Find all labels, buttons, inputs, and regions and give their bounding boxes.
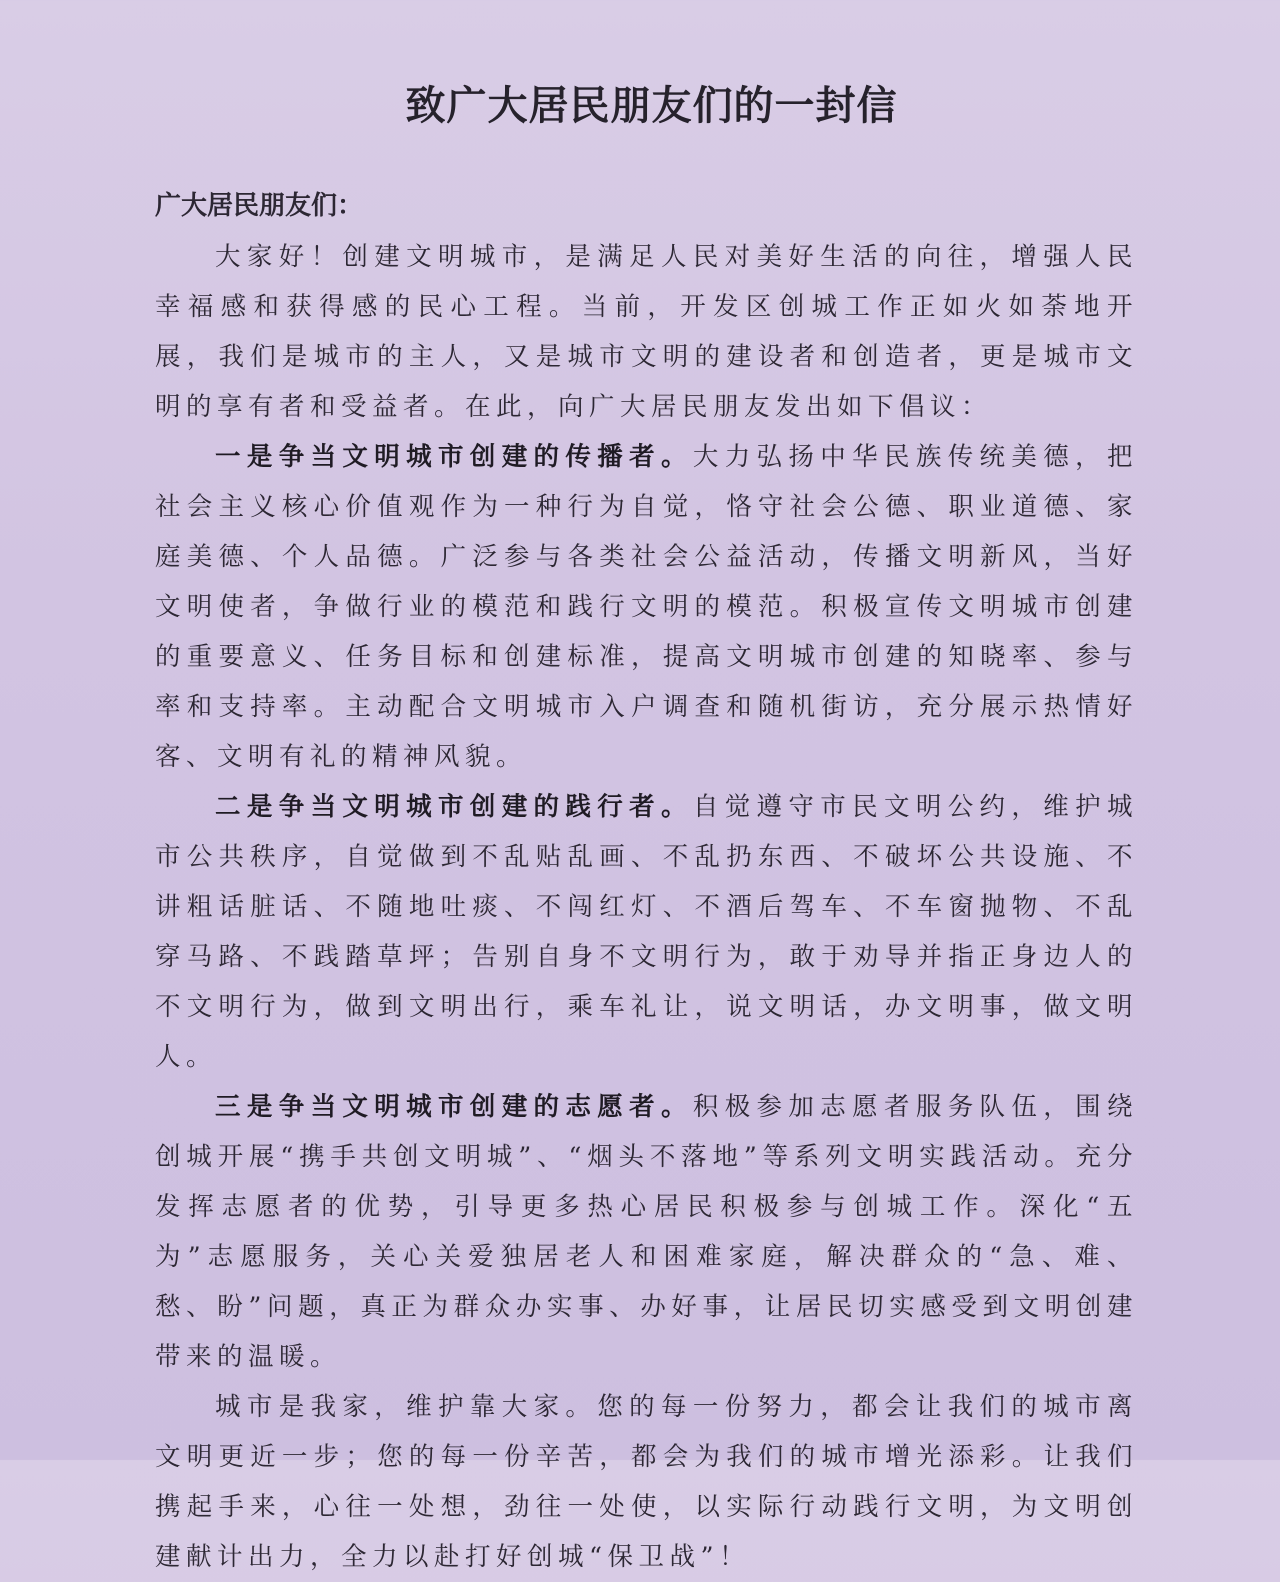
- paragraph-initiative-1: [155, 432, 1138, 782]
- initiative-3-heading: 三是争当文明城市创建的志愿者。: [215, 1092, 693, 1122]
- initiative-2-heading: 二是争当文明城市创建的践行者。: [215, 792, 693, 822]
- paragraph-intro: [155, 232, 1138, 432]
- paragraph-initiative-2: [155, 782, 1138, 1082]
- paragraph-intro-text: 大家好！创建文明城市，是满足人民对美好生活的向往，增强人民幸福感和获得感的民心工程。当前，开发区创城工作正如火如荼地开展，我们是城市的主人，又是城市文明的建设者和创造者，更是城市文明的享有者和受益者。在此，向广大居民朋友发出如下倡议：: [155, 242, 1138, 422]
- initiative-3-text: 积极参加志愿者服务队伍，围绕创城开展“携手共创文明城”、“烟头不落地”等系列文明实践活动。充分发挥志愿者的优势，引导更多热心居民积极参与创城工作。深化“五为”志愿服务，关心关爱独居老人和困难家庭，解决群众的“急、难、愁、盼”问题，真正为群众办实事、办好事，让居民切实感受到文明创建带来的温暖。: [155, 1092, 1138, 1372]
- paragraph-initiative-3: [155, 1082, 1138, 1382]
- letter-salutation: 广大居民朋友们：: [155, 191, 364, 221]
- initiative-2-text: 自觉遵守市民文明公约，维护城市公共秩序，自觉做到不乱贴乱画、不乱扔东西、不破坏公共设施、不讲粗话脏话、不随地吐痰、不闯红灯、不酒后驾车、不车窗抛物、不乱穿马路、不践踏草坪；告别自身不文明行为，敢于劝导并指正身边人的不文明行为，做到文明出行，乘车礼让，说文明话，办文明事，做文明人。: [155, 792, 1138, 1072]
- initiative-1-text: 大力弘扬中华民族传统美德，把社会主义核心价值观作为一种行为自觉，恪守社会公德、职业道德、家庭美德、个人品德。广泛参与各类社会公益活动，传播文明新风，当好文明使者，争做行业的模范和践行文明的模范。积极宣传文明城市创建的重要意义、任务目标和创建标准，提高文明城市创建的知晓率、参与率和支持率。主动配合文明城市入户调查和随机街访，充分展示热情好客、文明有礼的精神风貌。: [155, 442, 1138, 772]
- paragraph-closing-text: 城市是我家，维护靠大家。您的每一份努力，都会让我们的城市离文明更近一步；您的每一份辛苦，都会为我们的城市增光添彩。让我们携起手来，心往一处想，劲往一处使，以实际行动践行文明，为文明创建献计出力，全力以赴打好创城“保卫战”！: [155, 1392, 1138, 1572]
- initiative-1-heading: 一是争当文明城市创建的传播者。: [215, 442, 693, 472]
- paragraph-closing: [155, 1382, 1138, 1582]
- letter-title: 致广大居民朋友们的一封信: [405, 82, 898, 129]
